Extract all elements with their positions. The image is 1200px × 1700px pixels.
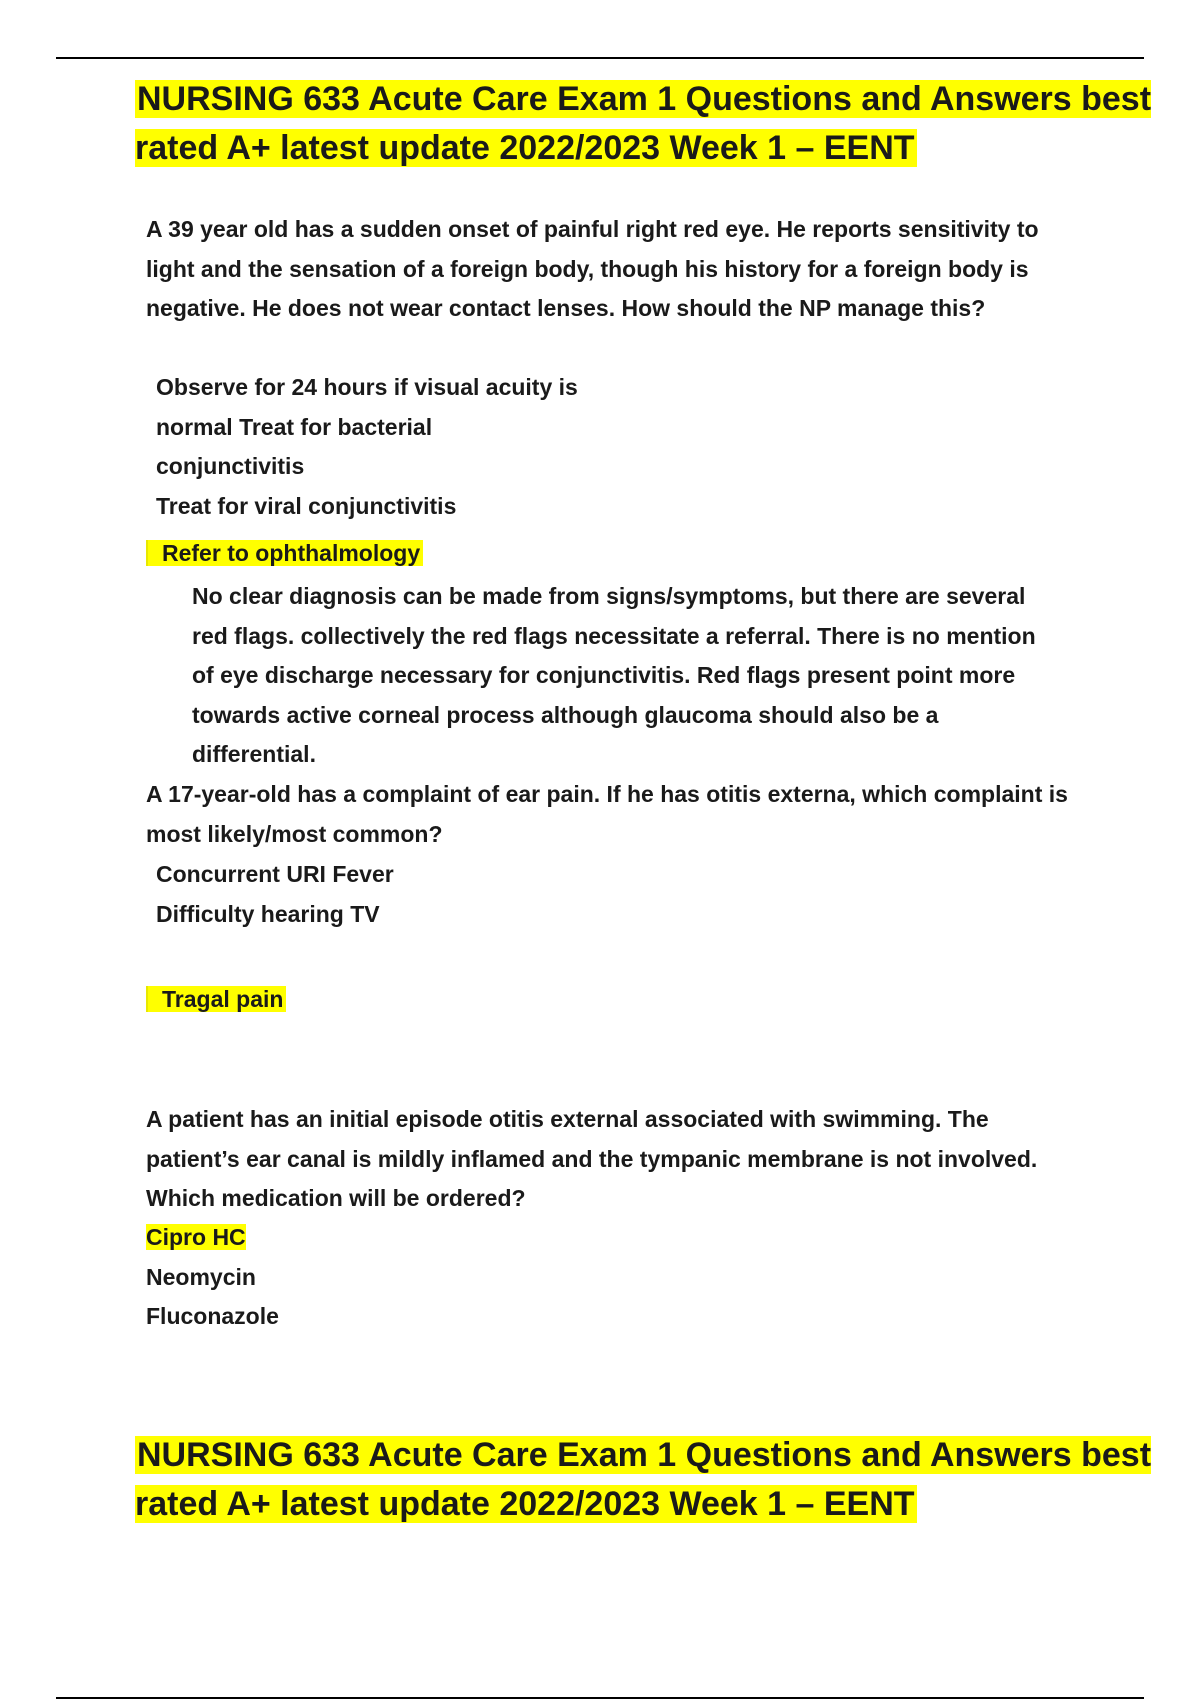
question-1-option: Observe for 24 hours if visual acuity is normal Treat for bacterial conjunctivitis: [156, 374, 578, 479]
document-title: [135, 75, 1200, 173]
question-1-options: [156, 368, 586, 526]
footer-title-text: NURSING 633 Acute Care Exam 1 Questions and Answers best rated A+ latest update 2022/2023 Week 1 – EENT: [135, 1436, 1152, 1523]
question-2-option: Difficulty hearing TV: [156, 900, 380, 927]
question-1-answer: [146, 534, 423, 574]
question-2-answer-text: Tragal pain: [146, 986, 286, 1012]
question-3-option: Neomycin: [146, 1263, 256, 1290]
question-3-option: Fluconazole: [146, 1303, 279, 1329]
question-3-prompt: A patient has an initial episode otitis external associated with swimming. The patient’s ear canal is mildly inflamed and the tympanic membrane is not involved. Which medication will be ordered?: [146, 1106, 1038, 1211]
question-1-answer-text: Refer to ophthalmology: [146, 540, 423, 566]
question-1-rationale: No clear diagnosis can be made from signs/symptoms, but there are several red flags. collectively the red flags necessitate a referral. There is no mention of eye discharge necessary for conjunctivitis. Red flags present point more towards active corneal process although glaucoma should also be a differential.: [192, 583, 1036, 767]
question-3-answer-text: Cipro HC: [146, 1224, 246, 1250]
question-1-option: Treat for viral conjunctivitis: [156, 492, 457, 519]
question-3-answer: [146, 1218, 266, 1258]
bottom-rule: [56, 1697, 1144, 1699]
question-2-answer: [146, 980, 286, 1020]
top-rule: [56, 57, 1144, 59]
question-2-option: Concurrent URI Fever: [156, 861, 394, 887]
question-2-prompt: A 17-year-old has a complaint of ear pain. If he has otitis externa, which complaint is most likely/most common?: [146, 781, 1068, 847]
document-title-text: NURSING 633 Acute Care Exam 1 Questions and Answers best rated A+ latest update 2022/2023 Week 1 – EENT: [135, 80, 1152, 167]
question-2-options: [156, 855, 456, 934]
question-1-prompt: A 39 year old has a sudden onset of painful right red eye. He reports sensitivity to light and the sensation of a foreign body, though his history for a foreign body is negative. He does not wear contact lenses. How should the NP manage this?: [146, 216, 1039, 321]
question-3-options: [146, 1218, 279, 1337]
footer-title: [135, 1431, 1200, 1529]
